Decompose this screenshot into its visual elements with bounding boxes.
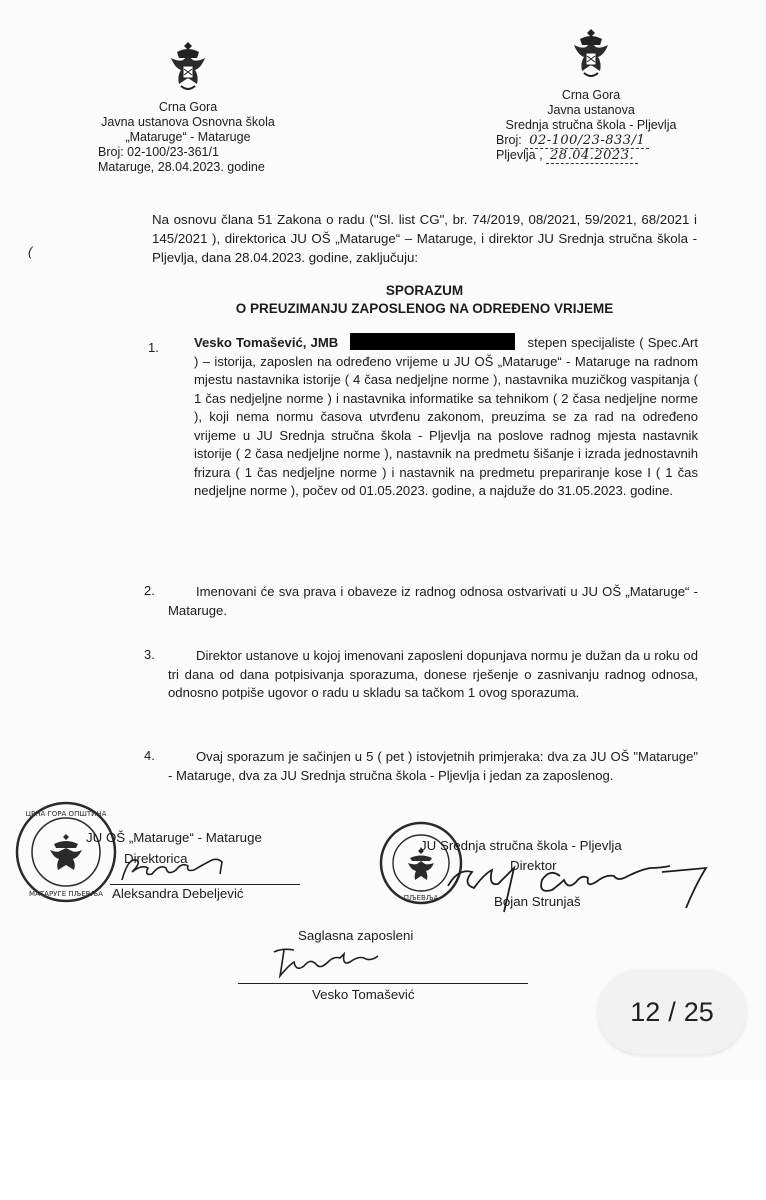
redacted-jmb (350, 333, 515, 350)
svg-text:ПЉЕВЉА: ПЉЕВЉА (403, 894, 439, 902)
left-role: Direktorica (124, 851, 188, 866)
page-current: 12 (630, 996, 661, 1027)
stamp-left-seal (14, 800, 118, 904)
broj-handwritten: 02-100/23-833/1 (525, 133, 649, 149)
employee-signature-handwriting (266, 946, 416, 980)
header-right-line1: Crna Gora (561, 88, 621, 102)
item-3: Direktor ustanove u kojoj imenovani zaposleni dopunjava normu je dužan da u roku od tri dana od dana potpisivanja sporazuma, donese rješenje o zasnivanju radnog odnosa, odnosno potpiše ugovor o radu u skladu sa tačkom 1 ovog sporazuma. (168, 648, 698, 700)
coat-of-arms-icon (570, 24, 612, 84)
page-indicator (598, 970, 746, 1054)
viewer-background (0, 1080, 766, 1200)
item-4: Ovaj sporazum je sačinjen u 5 ( pet ) istovjetnih primjeraka: dva za JU OŠ "Mataruge" - Mataruge, dva za JU Srednja stručna škola - Pljevlja i jedan za zaposlenog. (168, 749, 698, 783)
left-signature-line (110, 884, 300, 885)
header-left-line1: Crna Gora (158, 100, 218, 114)
item-2: Imenovani će sva prava i obaveze iz radnog odnosa ostvarivati u JU OŠ „Mataruge“ - Mataruge. (168, 584, 698, 618)
page-total: 25 (683, 996, 714, 1027)
header-left-line2: Javna ustanova Osnovna škola (101, 115, 275, 129)
item-2-number: 2. (144, 583, 155, 598)
item-4-number: 4. (144, 748, 155, 763)
employee-consent-label: Saglasna zaposleni (298, 928, 414, 943)
header-left-line3: „Mataruge“ - Mataruge (125, 130, 251, 144)
document-title (152, 282, 697, 318)
title-line1: SPORAZUM (385, 283, 464, 298)
date-handwritten: 28.04.2023. (546, 148, 638, 164)
left-name: Aleksandra Debeljević (112, 886, 244, 901)
right-signature-handwriting (440, 846, 730, 924)
right-institution: JU Srednja stručna škola - Pljevlja (420, 838, 622, 853)
employee-signature-line (238, 983, 528, 984)
page-separator: / (668, 996, 676, 1027)
item-1-number: 1. (148, 340, 159, 355)
coat-of-arms-icon (167, 38, 209, 96)
svg-text:МАТАРУГЕ ПЉЕВЉА: МАТАРУГЕ ПЉЕВЉА (29, 890, 103, 898)
header-right-number (486, 133, 696, 148)
employee-name-signature: Vesko Tomašević (312, 987, 415, 1002)
title-line2: O PREUZIMANJU ZAPOSLENOG NA ODREĐENO VRIJEME (235, 301, 614, 316)
item-3-number: 3. (144, 647, 155, 662)
employee-name: Vesko Tomašević, (194, 335, 307, 350)
header-right (486, 24, 696, 163)
margin-mark: ( (28, 244, 33, 259)
date-label: Pljevlja , (496, 148, 543, 162)
jmb-label: JMB (310, 335, 339, 350)
left-institution: JU OŠ „Mataruge“ - Mataruge (86, 830, 262, 845)
item-1 (194, 333, 698, 501)
header-right-line3: Srednja stručna škola - Pljevlja (505, 118, 677, 132)
intro-paragraph: Na osnovu člana 51 Zakona o radu ("Sl. list CG", br. 74/2019, 08/2021, 59/2021, 68/2021 i 145/2021 ), direktorica JU OŠ „Mataruge“ – Mataruge, i direktor JU Srednja stručna škola - Pljevlja, dana 28.04.2023. godine, zaključuju: (152, 212, 697, 265)
broj-label: Broj: (496, 133, 522, 147)
header-left-number: Broj: 02-100/23-361/1 (98, 145, 219, 159)
left-signature-handwriting (118, 854, 268, 888)
header-right-line2: Javna ustanova (547, 103, 635, 117)
header-left (88, 38, 288, 175)
svg-text:ЦРНА ГОРА ОПШТИНА: ЦРНА ГОРА ОПШТИНА (25, 810, 107, 818)
right-name: Bojan Strunjaš (494, 894, 581, 909)
header-left-date: Mataruge, 28.04.2023. godine (98, 160, 265, 174)
item-1-text: stepen specijaliste ( Spec.Art ) – istorija, zaposlen na određeno vrijeme u JU OŠ „Mataruge“ - Mataruge na radnom mjestu nastavnika istorije ( 4 časa nedjeljne norme ), nastavnika muzičkog vaspitanja ( 1 čas nedjeljne norme ) i nastavnika informatike sa tehnikom ( 2 časa nedjeljne norme ), koji nema normu časova utvrđenu zakonom, preuzima se za rad na određeno vrijeme u JU Srednja stručna škola - Pljevlja na poslove radnog mjesta nastavnik istorije ( 2 časa nedjeljne norme ), nastavnik na predmetu šišanje i izrada jednostavnih frizura ( 1 čas nedjeljne norme ) i nastavnik na predmetu prepariranje kose I ( 1 čas nedjeljne norme ), počev od 01.05.2023. godine, a najduže do 31.05.2023. godine. (194, 335, 698, 498)
header-right-date (486, 148, 696, 163)
right-role: Direktor (510, 858, 557, 873)
